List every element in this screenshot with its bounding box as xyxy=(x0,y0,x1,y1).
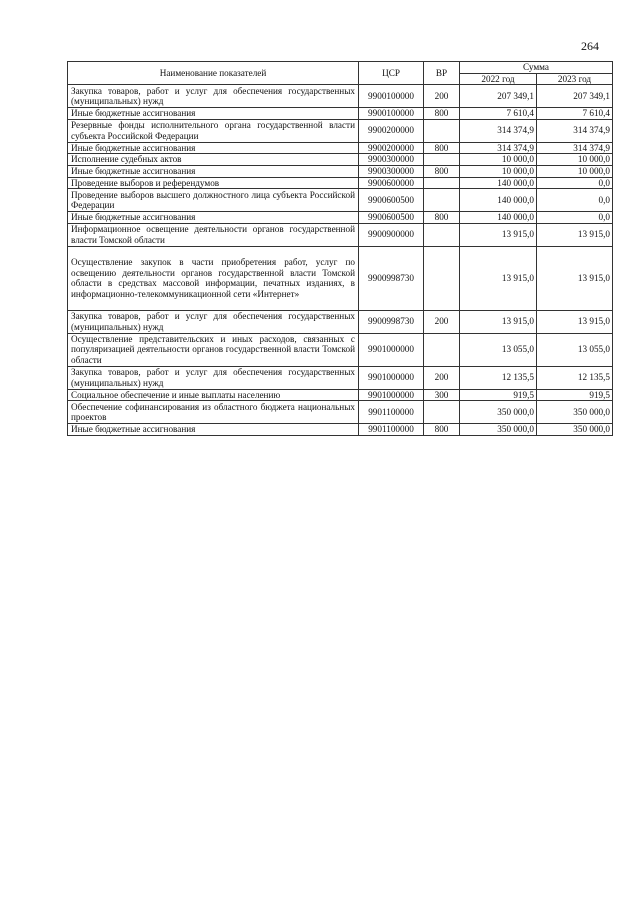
row-2022: 314 374,9 xyxy=(460,142,537,154)
row-vr xyxy=(424,189,460,212)
row-2022: 13 915,0 xyxy=(460,246,537,310)
row-2023: 0,0 xyxy=(537,212,613,224)
row-2022: 12 135,5 xyxy=(460,366,537,389)
row-vr: 300 xyxy=(424,389,460,401)
row-2022: 13 915,0 xyxy=(460,223,537,246)
row-2022: 207 349,1 xyxy=(460,85,537,108)
page-number: 264 xyxy=(581,39,599,53)
row-csr: 9900300000 xyxy=(359,154,424,166)
row-csr: 9900100000 xyxy=(359,108,424,120)
row-2022: 314 374,9 xyxy=(460,119,537,142)
row-name: Резервные фонды исполнительного органа государственной власти субъекта Российской Федерации xyxy=(68,119,359,142)
row-vr: 200 xyxy=(424,366,460,389)
table-row xyxy=(68,85,613,108)
row-name: Осуществление представительских и иных расходов, связанных с популяризацией деятельности органов государственной власти Томской области xyxy=(68,333,359,366)
row-csr: 9901100000 xyxy=(359,401,424,424)
row-2022: 10 000,0 xyxy=(460,154,537,166)
table-row xyxy=(68,165,613,177)
row-vr xyxy=(424,246,460,310)
row-vr: 800 xyxy=(424,424,460,436)
row-name: Социальное обеспечение и иные выплаты населению xyxy=(68,389,359,401)
row-2023: 314 374,9 xyxy=(537,142,613,154)
table-row xyxy=(68,223,613,246)
table-body xyxy=(68,85,613,436)
row-csr: 9900998730 xyxy=(359,310,424,333)
row-vr: 800 xyxy=(424,212,460,224)
row-vr xyxy=(424,333,460,366)
header-csr: ЦСР xyxy=(359,62,424,85)
header-year-2022: 2022 год xyxy=(460,73,537,85)
table-row xyxy=(68,246,613,310)
table-row xyxy=(68,142,613,154)
row-2023: 13 915,0 xyxy=(537,310,613,333)
table-row xyxy=(68,424,613,436)
table-row xyxy=(68,401,613,424)
row-vr: 800 xyxy=(424,165,460,177)
row-name: Иные бюджетные ассигнования xyxy=(68,108,359,120)
header-year-2023: 2023 год xyxy=(537,73,613,85)
row-vr: 200 xyxy=(424,310,460,333)
row-2022: 350 000,0 xyxy=(460,401,537,424)
row-2022: 13 915,0 xyxy=(460,310,537,333)
header-name: Наименование показателей xyxy=(68,62,359,85)
row-2023: 13 915,0 xyxy=(537,223,613,246)
row-vr xyxy=(424,177,460,189)
budget-table xyxy=(67,61,613,436)
row-vr: 800 xyxy=(424,142,460,154)
row-csr: 9900600500 xyxy=(359,212,424,224)
header-vr: ВР xyxy=(424,62,460,85)
row-name: Иные бюджетные ассигнования xyxy=(68,212,359,224)
row-2023: 13 915,0 xyxy=(537,246,613,310)
row-csr: 9900200000 xyxy=(359,119,424,142)
row-csr: 9900600500 xyxy=(359,189,424,212)
table-row xyxy=(68,212,613,224)
row-2022: 13 055,0 xyxy=(460,333,537,366)
row-2022: 140 000,0 xyxy=(460,177,537,189)
row-2023: 350 000,0 xyxy=(537,424,613,436)
row-name: Иные бюджетные ассигнования xyxy=(68,142,359,154)
row-csr: 9901000000 xyxy=(359,389,424,401)
row-2023: 919,5 xyxy=(537,389,613,401)
table-row xyxy=(68,108,613,120)
row-name: Закупка товаров, работ и услуг для обеспечения государственных (муниципальных) нужд xyxy=(68,366,359,389)
row-2023: 350 000,0 xyxy=(537,401,613,424)
table-row xyxy=(68,119,613,142)
row-csr: 9901100000 xyxy=(359,424,424,436)
row-2023: 10 000,0 xyxy=(537,165,613,177)
row-vr xyxy=(424,119,460,142)
row-vr: 200 xyxy=(424,85,460,108)
row-vr xyxy=(424,154,460,166)
row-name: Иные бюджетные ассигнования xyxy=(68,165,359,177)
row-2022: 7 610,4 xyxy=(460,108,537,120)
row-vr xyxy=(424,401,460,424)
row-2022: 10 000,0 xyxy=(460,165,537,177)
row-name: Закупка товаров, работ и услуг для обеспечения государственных (муниципальных) нужд xyxy=(68,310,359,333)
row-name: Информационное освещение деятельности органов государственной власти Томской области xyxy=(68,223,359,246)
row-2023: 7 610,4 xyxy=(537,108,613,120)
row-2022: 350 000,0 xyxy=(460,424,537,436)
row-2022: 140 000,0 xyxy=(460,189,537,212)
row-2023: 10 000,0 xyxy=(537,154,613,166)
row-name: Закупка товаров, работ и услуг для обеспечения государственных (муниципальных) нужд xyxy=(68,85,359,108)
row-2023: 207 349,1 xyxy=(537,85,613,108)
row-2023: 0,0 xyxy=(537,189,613,212)
header-sum: Сумма xyxy=(460,62,613,74)
table-row xyxy=(68,154,613,166)
row-2023: 314 374,9 xyxy=(537,119,613,142)
row-name: Осуществление закупок в части приобретения работ, услуг по освещению деятельности органов государственной власти Томской области в средствах массовой информации, печатных изданиях, в информационно-телекоммуникационной сети «Интернет» xyxy=(68,246,359,310)
table-row xyxy=(68,177,613,189)
row-2023: 12 135,5 xyxy=(537,366,613,389)
row-csr: 9900100000 xyxy=(359,85,424,108)
row-2023: 13 055,0 xyxy=(537,333,613,366)
row-name: Проведение выборов и референдумов xyxy=(68,177,359,189)
row-vr xyxy=(424,223,460,246)
row-vr: 800 xyxy=(424,108,460,120)
table-header xyxy=(68,62,613,85)
row-csr: 9900200000 xyxy=(359,142,424,154)
row-name: Проведение выборов высшего должностного лица субъекта Российской Федерации xyxy=(68,189,359,212)
table-row xyxy=(68,310,613,333)
row-name: Иные бюджетные ассигнования xyxy=(68,424,359,436)
table-row xyxy=(68,189,613,212)
row-csr: 9900300000 xyxy=(359,165,424,177)
table-row xyxy=(68,389,613,401)
row-csr: 9900998730 xyxy=(359,246,424,310)
row-name: Исполнение судебных актов xyxy=(68,154,359,166)
row-2022: 140 000,0 xyxy=(460,212,537,224)
row-csr: 9901000000 xyxy=(359,333,424,366)
row-csr: 9900600000 xyxy=(359,177,424,189)
table-row xyxy=(68,333,613,366)
row-csr: 9901000000 xyxy=(359,366,424,389)
row-csr: 9900900000 xyxy=(359,223,424,246)
row-2022: 919,5 xyxy=(460,389,537,401)
table-row xyxy=(68,366,613,389)
row-name: Обеспечение софинансирования из областного бюджета национальных проектов xyxy=(68,401,359,424)
row-2023: 0,0 xyxy=(537,177,613,189)
